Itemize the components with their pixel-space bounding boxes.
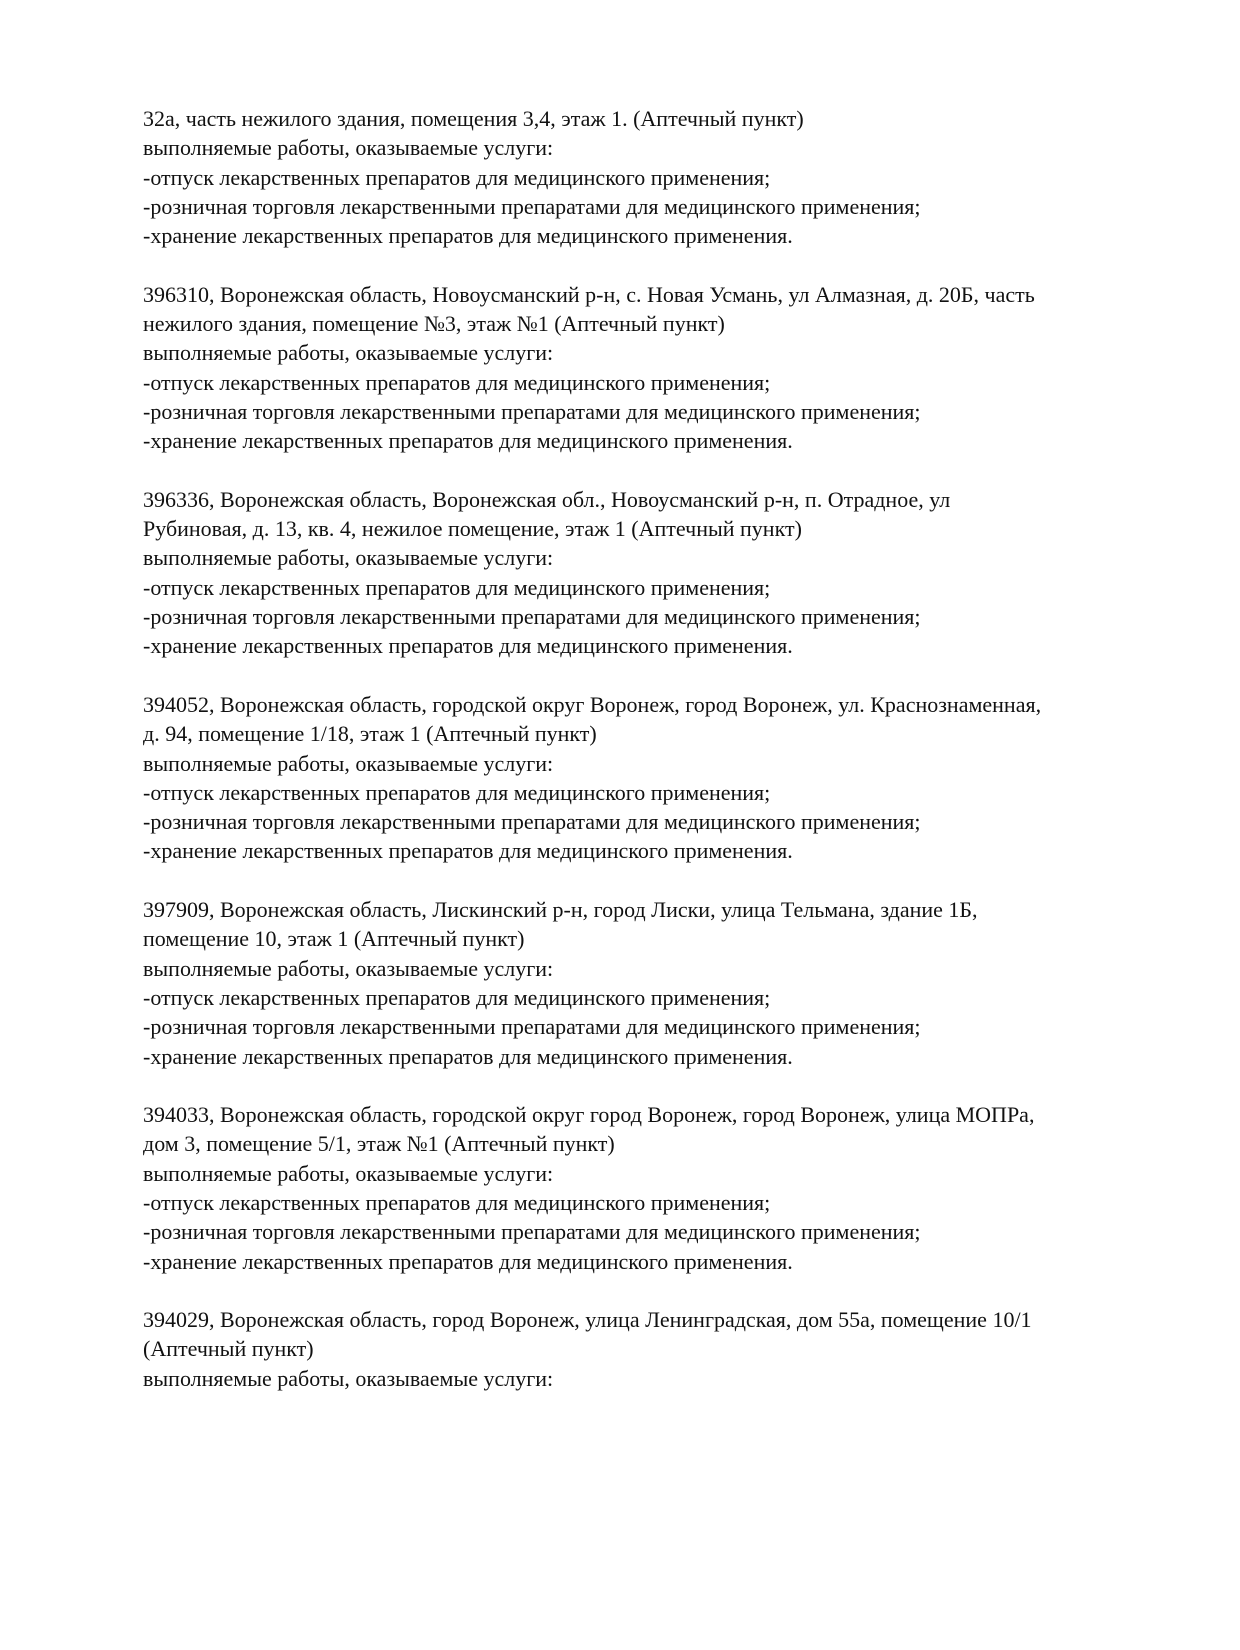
text-line: 32а, часть нежилого здания, помещения 3,4, этаж 1. (Аптечный пункт) [143,106,804,131]
address-entry [143,895,1153,1071]
text-line: -розничная торговля лекарственными препаратами для медицинского применения; [143,193,921,219]
text-line: -хранение лекарственных препаратов для медицинского применения. [143,1248,793,1274]
text-line: -хранение лекарственных препаратов для медицинского применения. [143,428,793,454]
text-line: выполняемые работы, оказываемые услуги: [143,135,554,161]
text-line: выполняемые работы, оказываемые услуги: [143,1160,554,1186]
text-line: -отпуск лекарственных препаратов для медицинского применения; [143,1189,771,1215]
text-line: -розничная торговля лекарственными препаратами для медицинского применения; [143,398,921,424]
text-line: выполняемые работы, оказываемые услуги: [143,340,554,366]
text-line: выполняемые работы, оказываемые услуги: [143,750,554,776]
text-line: -отпуск лекарственных препаратов для медицинского применения; [143,369,771,395]
document-body [143,104,1153,1393]
text-line: д. 94, помещение 1/18, этаж 1 (Аптечный пункт) [143,721,597,747]
text-line: -розничная торговля лекарственными препаратами для медицинского применения; [143,1014,921,1040]
address-entry [143,1100,1153,1276]
text-line: -розничная торговля лекарственными препаратами для медицинского применения; [143,809,921,835]
address-entry [143,485,1153,661]
text-line: -хранение лекарственных препаратов для медицинского применения. [143,223,793,249]
text-line: 394052, Воронежская область, городской округ Воронеж, город Воронеж, ул. Краснознаменная, [143,691,1042,717]
address-entry [143,280,1153,456]
text-line: 394029, Воронежская область, город Воронеж, улица Ленинградская, дом 55а, помещение 10/1 [143,1307,1032,1333]
text-line: нежилого здания, помещение №3, этаж №1 (Аптечный пункт) [143,311,725,337]
text-line: помещение 10, этаж 1 (Аптечный пункт) [143,926,525,952]
text-line: (Аптечный пункт) [143,1336,314,1362]
text-line: -хранение лекарственных препаратов для медицинского применения. [143,633,793,659]
text-line: выполняемые работы, оказываемые услуги: [143,545,554,571]
text-line: -отпуск лекарственных препаратов для медицинского применения; [143,984,771,1010]
address-entry [143,104,1153,250]
text-line: выполняемые работы, оказываемые услуги: [143,1365,554,1391]
text-line: -розничная торговля лекарственными препаратами для медицинского применения; [143,1219,921,1245]
address-entry [143,1305,1153,1393]
text-line: -отпуск лекарственных препаратов для медицинского применения; [143,164,771,190]
text-line: дом 3, помещение 5/1, этаж №1 (Аптечный пункт) [143,1131,615,1157]
text-line: выполняемые работы, оказываемые услуги: [143,955,554,981]
text-line: -отпуск лекарственных препаратов для медицинского применения; [143,779,771,805]
address-entry [143,690,1153,866]
text-line: -отпуск лекарственных препаратов для медицинского применения; [143,574,771,600]
text-line: 396310, Воронежская область, Новоусманский р-н, с. Новая Усмань, ул Алмазная, д. 20Б, часть [143,281,1035,307]
text-line: -хранение лекарственных препаратов для медицинского применения. [143,1043,793,1069]
text-line: -хранение лекарственных препаратов для медицинского применения. [143,838,793,864]
text-line: 394033, Воронежская область, городской округ город Воронеж, город Воронеж, улица МОПРа, [143,1102,1035,1128]
text-line: -розничная торговля лекарственными препаратами для медицинского применения; [143,604,921,630]
text-line: 397909, Воронежская область, Лискинский р-н, город Лиски, улица Тельмана, здание 1Б, [143,897,978,923]
text-line: Рубиновая, д. 13, кв. 4, нежилое помещение, этаж 1 (Аптечный пункт) [143,516,802,542]
text-line: 396336, Воронежская область, Воронежская обл., Новоусманский р-н, п. Отрадное, ул [143,486,951,512]
